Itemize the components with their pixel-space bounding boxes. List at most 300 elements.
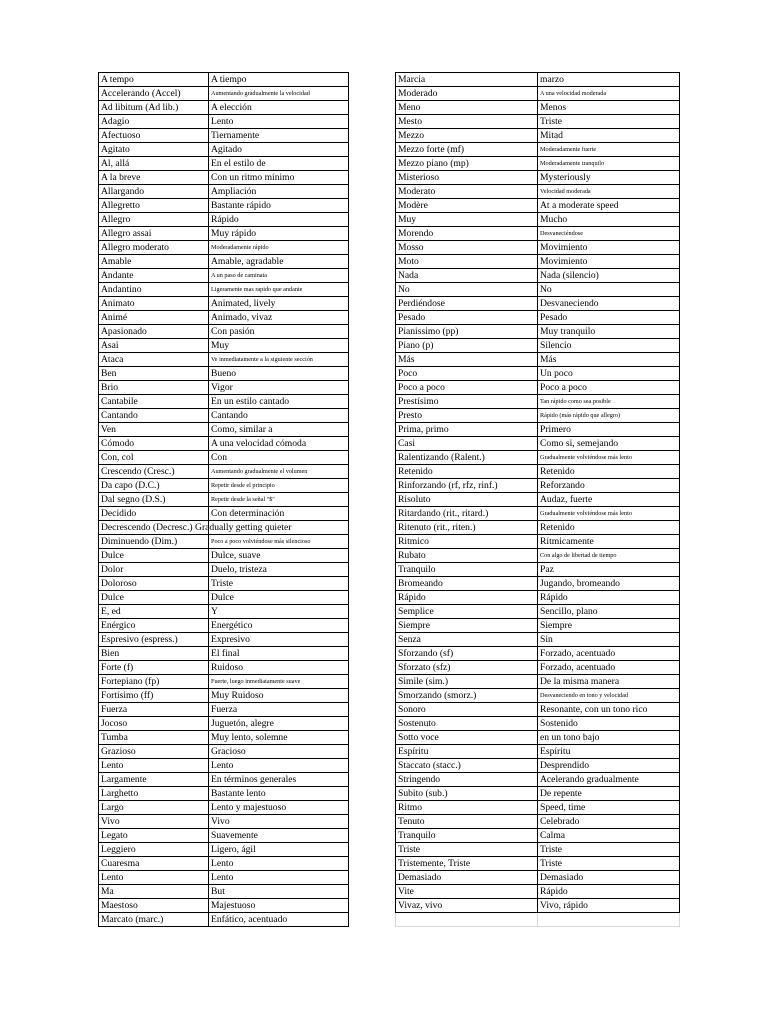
meaning-cell[interactable]: Vigor	[209, 381, 349, 395]
table-row	[99, 703, 349, 717]
term-cell[interactable]: Perdiéndose	[396, 297, 538, 311]
meaning-cell[interactable]: A tiempo	[209, 73, 349, 87]
term-cell[interactable]: Prima, primo	[396, 423, 538, 437]
meaning-cell[interactable]: Desprendido	[538, 759, 680, 773]
meaning-cell[interactable]: Aumentando gradualmente el volumen	[209, 465, 349, 479]
meaning-cell[interactable]: Silencio	[538, 339, 680, 353]
meaning-cell[interactable]: Desvaneciendo	[538, 297, 680, 311]
term-cell[interactable]: Sonoro	[396, 703, 538, 717]
term-cell[interactable]: Maestoso	[99, 899, 209, 913]
meaning-cell[interactable]: Repetir desde la señal "$"	[209, 493, 349, 507]
meaning-cell[interactable]: Primero	[538, 423, 680, 437]
meaning-cell[interactable]: A una velocidad cómoda	[209, 437, 349, 451]
meaning-cell[interactable]: Triste	[538, 115, 680, 129]
meaning-cell[interactable]: Aumentando gradualmente la velocidad	[209, 87, 349, 101]
meaning-cell[interactable]: Pesado	[538, 311, 680, 325]
table-row	[396, 255, 680, 269]
meaning-cell[interactable]: Moderadamente fuerte	[538, 143, 680, 157]
table-row	[396, 213, 680, 227]
meaning-cell[interactable]: Dulce	[209, 591, 349, 605]
term-cell[interactable]: Ad libitum (Ad lib.)	[99, 101, 209, 115]
term-cell[interactable]: Andante	[99, 269, 209, 283]
table-row	[99, 885, 349, 899]
table-row	[99, 661, 349, 675]
term-cell[interactable]: Espíritu	[396, 745, 538, 759]
table-row	[99, 143, 349, 157]
meaning-cell[interactable]: Tan rápido como sea posible	[538, 395, 680, 409]
table-row	[396, 465, 680, 479]
meaning-cell[interactable]: Rítmicamente	[538, 535, 680, 549]
table-row	[99, 521, 349, 535]
meaning-cell[interactable]: Tiernamente	[209, 129, 349, 143]
table-row	[99, 717, 349, 731]
table-row	[99, 479, 349, 493]
meaning-cell[interactable]: Y	[209, 605, 349, 619]
term-cell[interactable]: Afectuoso	[99, 129, 209, 143]
meaning-cell[interactable]: Con pasión	[209, 325, 349, 339]
table-row	[396, 507, 680, 521]
term-cell[interactable]: Dal segno (D.S.)	[99, 493, 209, 507]
table-row	[396, 493, 680, 507]
meaning-cell[interactable]: Sin	[538, 633, 680, 647]
meaning-cell[interactable]: Lento	[209, 871, 349, 885]
term-cell[interactable]: Ma	[99, 885, 209, 899]
term-cell[interactable]: A la breve	[99, 171, 209, 185]
meaning-cell[interactable]: Muy rápido	[209, 227, 349, 241]
term-cell[interactable]: Morendo	[396, 227, 538, 241]
term-cell[interactable]: Allegro assai	[99, 227, 209, 241]
term-cell[interactable]: Staccato (stacc.)	[396, 759, 538, 773]
meaning-cell[interactable]: Lento	[209, 857, 349, 871]
term-cell[interactable]: Retenido	[396, 465, 538, 479]
meaning-cell[interactable]: Siempre	[538, 619, 680, 633]
term-cell[interactable]: Demasiado	[396, 871, 538, 885]
meaning-cell[interactable]: Retenido	[538, 465, 680, 479]
term-cell[interactable]: Mezzo	[396, 129, 538, 143]
meaning-cell[interactable]: Ampliación	[209, 185, 349, 199]
term-cell[interactable]: Casi	[396, 437, 538, 451]
meaning-cell[interactable]: Vivo	[209, 815, 349, 829]
table-row	[99, 745, 349, 759]
term-cell[interactable]: Vivo	[99, 815, 209, 829]
meaning-cell[interactable]: Fuerte, luego inmediatamente suave	[209, 675, 349, 689]
meaning-cell[interactable]: A un paso de caminata	[209, 269, 349, 283]
meaning-cell[interactable]: Expresivo	[209, 633, 349, 647]
table-row	[99, 255, 349, 269]
meaning-cell[interactable]: En un estilo cantado	[209, 395, 349, 409]
term-cell[interactable]: Allargando	[99, 185, 209, 199]
term-cell[interactable]: Ataca	[99, 353, 209, 367]
meaning-cell[interactable]: en un tono bajo	[538, 731, 680, 745]
meaning-cell[interactable]: Gracioso	[209, 745, 349, 759]
term-cell[interactable]: Ritmico	[396, 535, 538, 549]
meaning-cell[interactable]: Agitado	[209, 143, 349, 157]
table-row	[396, 549, 680, 563]
table-row	[99, 381, 349, 395]
term-cell[interactable]: Ven	[99, 423, 209, 437]
term-cell[interactable]: Mezzo forte (mf)	[396, 143, 538, 157]
term-cell[interactable]: Tenuto	[396, 815, 538, 829]
meaning-cell[interactable]: Calma	[538, 829, 680, 843]
term-cell[interactable]: Adagio	[99, 115, 209, 129]
table-row	[396, 185, 680, 199]
term-cell[interactable]: Andantino	[99, 283, 209, 297]
term-cell[interactable]: Moderado	[396, 87, 538, 101]
meaning-cell[interactable]: Sencillo, plano	[538, 605, 680, 619]
meaning-cell[interactable]: En términos generales	[209, 773, 349, 787]
meaning-cell[interactable]: Sostenido	[538, 717, 680, 731]
meaning-cell[interactable]: Acelerando gradualmente	[538, 773, 680, 787]
meaning-cell[interactable]: Rápido	[538, 591, 680, 605]
term-cell[interactable]: Doloroso	[99, 577, 209, 591]
term-cell[interactable]: Sforzato (sfz)	[396, 661, 538, 675]
meaning-cell[interactable]: Nada (silencio)	[538, 269, 680, 283]
meaning-cell[interactable]: Amable, agradable	[209, 255, 349, 269]
term-cell[interactable]: Allegro	[99, 213, 209, 227]
term-cell[interactable]: Al, allá	[99, 157, 209, 171]
meaning-cell[interactable]: Triste	[209, 577, 349, 591]
term-cell[interactable]: Smorzando (smorz.)	[396, 689, 538, 703]
term-cell[interactable]: Rápido	[396, 591, 538, 605]
table-row	[99, 675, 349, 689]
table-row	[99, 423, 349, 437]
term-cell[interactable]: Muy	[396, 213, 538, 227]
meaning-cell[interactable]: De la misma manera	[538, 675, 680, 689]
table-row	[99, 773, 349, 787]
meaning-cell[interactable]: Como, similar a	[209, 423, 349, 437]
table-row	[396, 423, 680, 437]
meaning-cell[interactable]: Lento	[209, 115, 349, 129]
term-cell[interactable]: Cuaresma	[99, 857, 209, 871]
meaning-cell[interactable]: Mitad	[538, 129, 680, 143]
term-cell[interactable]: Sotto voce	[396, 731, 538, 745]
table-row	[99, 129, 349, 143]
table-row	[99, 171, 349, 185]
term-cell[interactable]: Asai	[99, 339, 209, 353]
table-row	[396, 283, 680, 297]
term-cell[interactable]: Decrescendo (Decresc.) Gradually getting quieter	[99, 521, 209, 535]
meaning-cell[interactable]: Mucho	[538, 213, 680, 227]
term-cell[interactable]: Subito (sub.)	[396, 787, 538, 801]
term-cell[interactable]: Bien	[99, 647, 209, 661]
meaning-cell[interactable]	[538, 913, 680, 927]
meaning-cell[interactable]: Con un ritmo mínimo	[209, 171, 349, 185]
term-cell[interactable]: Enérgico	[99, 619, 209, 633]
meaning-cell[interactable]: Demasiado	[538, 871, 680, 885]
table-row	[99, 913, 349, 927]
term-cell[interactable]: Ralentizando (Ralent.)	[396, 451, 538, 465]
term-cell[interactable]: Sostenuto	[396, 717, 538, 731]
term-cell[interactable]: Grazioso	[99, 745, 209, 759]
term-cell[interactable]: Tranquilo	[396, 563, 538, 577]
meaning-cell[interactable]: Desvaneciendo en tono y velocidad	[538, 689, 680, 703]
table-row	[99, 87, 349, 101]
meaning-cell[interactable]: Muy Ruidoso	[209, 689, 349, 703]
meaning-cell[interactable]: Movimiento	[538, 241, 680, 255]
term-cell[interactable]: Poco	[396, 367, 538, 381]
meaning-cell[interactable]: At a moderate speed	[538, 199, 680, 213]
meaning-cell[interactable]: Duelo, tristeza	[209, 563, 349, 577]
term-cell[interactable]: Ritmo	[396, 801, 538, 815]
term-cell[interactable]: Dulce	[99, 549, 209, 563]
table-row	[396, 339, 680, 353]
term-cell[interactable]: Cantabile	[99, 395, 209, 409]
meaning-cell[interactable]: Enfático, acentuado	[209, 913, 349, 927]
term-cell[interactable]: Diminuendo (Dim.)	[99, 535, 209, 549]
meaning-cell[interactable]: Muy lento, solemne	[209, 731, 349, 745]
term-cell[interactable]: No	[396, 283, 538, 297]
table-row	[396, 661, 680, 675]
term-cell[interactable]: Espresivo (espress.)	[99, 633, 209, 647]
term-cell[interactable]: Animé	[99, 311, 209, 325]
meaning-cell[interactable]: Desvaneciéndose	[538, 227, 680, 241]
meaning-cell[interactable]: Muy	[209, 339, 349, 353]
term-cell[interactable]: Largo	[99, 801, 209, 815]
term-cell[interactable]: Ben	[99, 367, 209, 381]
meaning-cell[interactable]: Espíritu	[538, 745, 680, 759]
meaning-cell[interactable]: Majestuoso	[209, 899, 349, 913]
term-cell[interactable]: Senza	[396, 633, 538, 647]
meaning-cell[interactable]: Con determinación	[209, 507, 349, 521]
term-cell[interactable]: Brio	[99, 381, 209, 395]
term-cell[interactable]: Piano (p)	[396, 339, 538, 353]
meaning-cell[interactable]: Cantando	[209, 409, 349, 423]
table-row	[396, 521, 680, 535]
meaning-cell[interactable]: De repente	[538, 787, 680, 801]
table-row	[99, 815, 349, 829]
meaning-cell[interactable]: Bastante lento	[209, 787, 349, 801]
meaning-cell[interactable]: Fuerza	[209, 703, 349, 717]
term-cell[interactable]: Fuerza	[99, 703, 209, 717]
table-row	[396, 633, 680, 647]
term-cell[interactable]: Amable	[99, 255, 209, 269]
term-cell[interactable]: Allegretto	[99, 199, 209, 213]
meaning-cell[interactable]: Muy tranquilo	[538, 325, 680, 339]
term-cell[interactable]: Legato	[99, 829, 209, 843]
meaning-cell[interactable]: Energético	[209, 619, 349, 633]
term-cell[interactable]: Da capo (D.C.)	[99, 479, 209, 493]
table-row	[99, 857, 349, 871]
term-cell[interactable]: Misterioso	[396, 171, 538, 185]
table-row	[99, 101, 349, 115]
term-cell[interactable]: Jocoso	[99, 717, 209, 731]
meaning-cell[interactable]: A una velocidad moderada	[538, 87, 680, 101]
term-cell[interactable]: Bromeando	[396, 577, 538, 591]
meaning-cell[interactable]: Suavemente	[209, 829, 349, 843]
term-cell[interactable]: Fortepiano (fp)	[99, 675, 209, 689]
term-cell[interactable]	[396, 913, 538, 927]
term-cell[interactable]: Con, col	[99, 451, 209, 465]
term-cell[interactable]: Larghetto	[99, 787, 209, 801]
meaning-cell[interactable]: Ligeramente mas rapido que andante	[209, 283, 349, 297]
meaning-cell[interactable]: Rápido	[209, 213, 349, 227]
table-row	[99, 619, 349, 633]
table-row	[396, 885, 680, 899]
meaning-cell[interactable]: Dulce, suave	[209, 549, 349, 563]
term-cell[interactable]: Semplice	[396, 605, 538, 619]
meaning-cell[interactable]: Poco a poco volviéndose más silencioso	[209, 535, 349, 549]
table-row	[396, 899, 680, 913]
meaning-cell[interactable]: Lento y majestuoso	[209, 801, 349, 815]
table-row	[396, 731, 680, 745]
meaning-cell[interactable]: Ruidoso	[209, 661, 349, 675]
term-cell[interactable]: Vite	[396, 885, 538, 899]
term-cell[interactable]: Accelerando (Accel)	[99, 87, 209, 101]
meaning-cell[interactable]: Bueno	[209, 367, 349, 381]
term-cell[interactable]: Forte (f)	[99, 661, 209, 675]
meaning-cell[interactable]: But	[209, 885, 349, 899]
term-cell[interactable]: Prestísimo	[396, 395, 538, 409]
term-cell[interactable]: Mosso	[396, 241, 538, 255]
meaning-cell[interactable]: Animado, vivaz	[209, 311, 349, 325]
meaning-cell[interactable]: Mysteriously	[538, 171, 680, 185]
table-row	[396, 171, 680, 185]
meaning-cell[interactable]: Speed, time	[538, 801, 680, 815]
meaning-cell[interactable]: Forzado, acentuado	[538, 647, 680, 661]
table-row	[396, 87, 680, 101]
term-cell[interactable]: Allegro moderato	[99, 241, 209, 255]
term-cell[interactable]: E, ed	[99, 605, 209, 619]
term-cell[interactable]: Crescendo (Cresc.)	[99, 465, 209, 479]
term-cell[interactable]: Simile (sim.)	[396, 675, 538, 689]
meaning-cell[interactable]: Celebrado	[538, 815, 680, 829]
term-cell[interactable]: Dolor	[99, 563, 209, 577]
term-cell[interactable]: Rinforzando (rf, rfz, rinf.)	[396, 479, 538, 493]
table-row	[396, 619, 680, 633]
term-cell[interactable]: Ritenuto (rit., riten.)	[396, 521, 538, 535]
table-row	[396, 605, 680, 619]
meaning-cell[interactable]: Reforzando	[538, 479, 680, 493]
meaning-cell[interactable]: Moderadamente rápido	[209, 241, 349, 255]
meaning-cell[interactable]: Movimiento	[538, 255, 680, 269]
meaning-cell[interactable]: Gradualmente volviéndose más lento	[538, 507, 680, 521]
table-row	[396, 409, 680, 423]
term-cell[interactable]: Pianissimo (pp)	[396, 325, 538, 339]
term-cell[interactable]: Presto	[396, 409, 538, 423]
term-cell[interactable]: Animato	[99, 297, 209, 311]
term-cell[interactable]: Sforzando (sf)	[396, 647, 538, 661]
table-row	[99, 507, 349, 521]
meaning-cell[interactable]: Triste	[538, 857, 680, 871]
table-row	[99, 801, 349, 815]
table-row	[396, 703, 680, 717]
term-cell[interactable]: A tempo	[99, 73, 209, 87]
meaning-cell[interactable]: Menos	[538, 101, 680, 115]
term-cell[interactable]: Leggiero	[99, 843, 209, 857]
term-cell[interactable]: Rubato	[396, 549, 538, 563]
meaning-cell[interactable]: Juguetón, alegre	[209, 717, 349, 731]
meaning-cell[interactable]: Rápido (más rápido que allegro)	[538, 409, 680, 423]
term-cell[interactable]: Apasionado	[99, 325, 209, 339]
table-row	[99, 157, 349, 171]
term-cell[interactable]: Meno	[396, 101, 538, 115]
term-cell[interactable]: Lento	[99, 759, 209, 773]
term-cell[interactable]: Risoluto	[396, 493, 538, 507]
table-row	[99, 227, 349, 241]
meaning-cell[interactable]: Animated, lively	[209, 297, 349, 311]
meaning-cell[interactable]: Vivo, rápido	[538, 899, 680, 913]
table-row	[99, 213, 349, 227]
term-cell[interactable]: Nada	[396, 269, 538, 283]
meaning-cell[interactable]: Jugando, bromeando	[538, 577, 680, 591]
table-row	[99, 899, 349, 913]
term-cell[interactable]: Cantando	[99, 409, 209, 423]
meaning-cell[interactable]: Como si, semejando	[538, 437, 680, 451]
table-row	[99, 297, 349, 311]
term-cell[interactable]: Poco a poco	[396, 381, 538, 395]
meaning-cell[interactable]: Poco a poco	[538, 381, 680, 395]
term-cell[interactable]: Tumba	[99, 731, 209, 745]
meaning-cell[interactable]: Rápido	[538, 885, 680, 899]
meaning-cell[interactable]: Audaz, fuerte	[538, 493, 680, 507]
meaning-cell[interactable]: Velocidad moderada	[538, 185, 680, 199]
term-cell[interactable]: Más	[396, 353, 538, 367]
meaning-cell[interactable]: Más	[538, 353, 680, 367]
term-cell[interactable]: Lento	[99, 871, 209, 885]
term-cell[interactable]: Pesado	[396, 311, 538, 325]
meaning-cell[interactable]: Repetir desde el principio	[209, 479, 349, 493]
term-cell[interactable]: Siempre	[396, 619, 538, 633]
meaning-cell[interactable]: Con	[209, 451, 349, 465]
term-cell[interactable]: Marcato (marc.)	[99, 913, 209, 927]
term-cell[interactable]: Moto	[396, 255, 538, 269]
meaning-cell[interactable]: Ve inmediatamente a la siguiente sección	[209, 353, 349, 367]
term-cell[interactable]: Agitato	[99, 143, 209, 157]
term-cell[interactable]: Moderato	[396, 185, 538, 199]
term-cell[interactable]: Vivaz, vivo	[396, 899, 538, 913]
meaning-cell[interactable]: Un poco	[538, 367, 680, 381]
term-cell[interactable]: Modère	[396, 199, 538, 213]
meaning-cell[interactable]: Moderadamente tranquilo	[538, 157, 680, 171]
term-cell[interactable]: Marcia	[396, 73, 538, 87]
table-row	[99, 451, 349, 465]
term-cell[interactable]: Largamente	[99, 773, 209, 787]
meaning-cell[interactable]: En el estilo de	[209, 157, 349, 171]
term-cell[interactable]: Mezzo piano (mp)	[396, 157, 538, 171]
meaning-cell[interactable]: Retenido	[538, 521, 680, 535]
table-row	[99, 759, 349, 773]
meaning-cell[interactable]: A elección	[209, 101, 349, 115]
meaning-cell[interactable]: El final	[209, 647, 349, 661]
meaning-cell[interactable]: Paz	[538, 563, 680, 577]
table-row	[396, 143, 680, 157]
meaning-cell[interactable]: Forzado, acentuado	[538, 661, 680, 675]
term-cell[interactable]: Decidido	[99, 507, 209, 521]
table-row	[396, 325, 680, 339]
term-cell[interactable]: Fortísimo (ff)	[99, 689, 209, 703]
meaning-cell[interactable]: Gradualmente volviéndose más lento	[538, 451, 680, 465]
right-glossary-table	[395, 72, 680, 927]
term-cell[interactable]: Triste	[396, 843, 538, 857]
meaning-cell[interactable]: Lento	[209, 759, 349, 773]
term-cell[interactable]: Tranquilo	[396, 829, 538, 843]
table-row	[99, 689, 349, 703]
term-cell[interactable]: Stringendo	[396, 773, 538, 787]
term-cell[interactable]: Dulce	[99, 591, 209, 605]
meaning-cell[interactable]: Bastante rápido	[209, 199, 349, 213]
term-cell[interactable]: Ritardando (rit., ritard.)	[396, 507, 538, 521]
meaning-cell[interactable]: Con algo de libertad de tiempo	[538, 549, 680, 563]
meaning-cell[interactable]: Ligero, ágil	[209, 843, 349, 857]
term-cell[interactable]: Mesto	[396, 115, 538, 129]
table-row	[99, 269, 349, 283]
meaning-cell[interactable]: Triste	[538, 843, 680, 857]
term-cell[interactable]: Tristemente, Triste	[396, 857, 538, 871]
meaning-cell[interactable]: marzo	[538, 73, 680, 87]
term-cell[interactable]: Cómodo	[99, 437, 209, 451]
meaning-cell[interactable]: Resonante, con un tono rico	[538, 703, 680, 717]
meaning-cell[interactable]: No	[538, 283, 680, 297]
